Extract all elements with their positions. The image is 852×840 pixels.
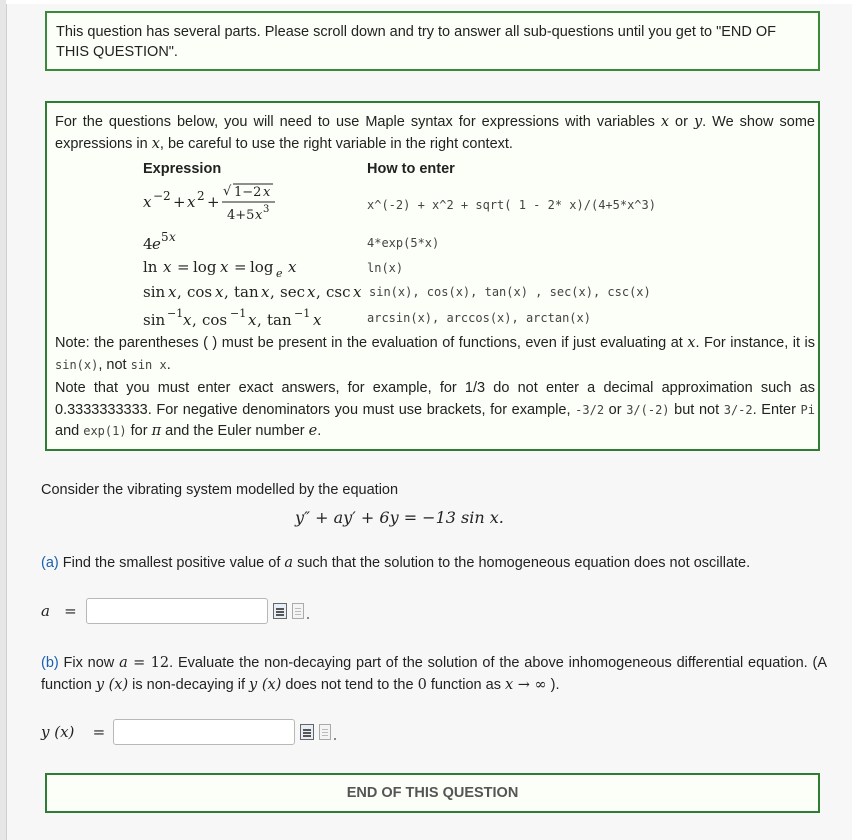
svg-text:3: 3 (263, 204, 270, 215)
part-b-text-5: function as (426, 676, 505, 693)
svg-text:sec: sec (280, 283, 305, 301)
svg-text:cos: cos (202, 311, 228, 329)
how-logarithm: ln(x) (367, 261, 404, 275)
question-equation: y″ + ay′ + 6y = −13 sin x. (295, 508, 504, 527)
syntax-intro (55, 112, 815, 155)
svg-text:2: 2 (197, 189, 205, 203)
how-rational: x^(-2) + x^2 + sqrt( 1 - 2* x)/(4+5*x^3) (367, 198, 656, 212)
code-sin-space-x: sin x (130, 357, 167, 372)
part-a-help-icon[interactable] (292, 603, 304, 619)
part-b-label: (b) (41, 655, 59, 671)
var-x: x (151, 135, 160, 152)
svg-text:x: x (288, 258, 297, 276)
note2-text: Note that you must enter exact answers, for example, for 1/3 do not enter a decimal approximation such as 0.3333333333. For negative denominators you must use brackets, for example, (55, 380, 815, 418)
svg-text:x: x (183, 311, 192, 329)
part-a-dot (307, 617, 309, 619)
expr-rational-math (143, 179, 313, 229)
svg-text:=: = (234, 258, 247, 276)
fn-y-of-x: y (x) (249, 676, 282, 693)
svg-text:−1: −1 (167, 307, 184, 320)
svg-text:x: x (215, 283, 224, 301)
part-b-dot (334, 738, 336, 740)
svg-text:e: e (276, 267, 283, 279)
svg-text:x: x (313, 311, 322, 329)
expr-logarithm-math (143, 255, 333, 279)
end-of-question-text: END OF THIS QUESTION (346, 785, 519, 801)
var-x: x (687, 335, 696, 351)
how-inverse-trig: arcsin(x), arccos(x), arctan(x) (367, 311, 591, 325)
expr-inverse-trig-math (143, 304, 363, 332)
fn-y-of-x: y (x) (95, 676, 129, 693)
expr-exponential-math (143, 231, 203, 255)
header-how-to-enter: How to enter (367, 161, 455, 177)
syntax-intro-or: or (669, 114, 694, 130)
part-b-preview-icon[interactable] (300, 724, 314, 740)
part-a-prompt (41, 555, 750, 571)
svg-text:csc: csc (326, 283, 351, 301)
code-bad-fraction: 3/-2 (723, 402, 753, 417)
var-a: a (119, 655, 128, 671)
part-a-answer-input[interactable] (86, 598, 268, 624)
answer-a-equals: = (64, 602, 77, 620)
note2-and: and (55, 423, 84, 439)
svg-text:sin: sin (143, 311, 166, 329)
svg-text:−1: −1 (294, 307, 311, 320)
part-b-text-3: is non-decaying if (128, 676, 250, 693)
symbol-pi: π (151, 423, 162, 439)
syntax-intro-text-3: , be careful to use the right variable in the right context. (159, 135, 513, 152)
question-intro: Consider the vibrating system modelled by the equation (41, 482, 399, 498)
svg-text:=: = (177, 258, 190, 276)
svg-text:5: 5 (161, 231, 169, 244)
end-of-question-box (45, 773, 820, 813)
part-b-answer-label (41, 723, 105, 741)
note2-for: for (126, 423, 152, 439)
part-b-text-2: . Evaluate the non-decaying part of the solution of the above inhomogeneous differential equation. (A function (41, 655, 827, 693)
svg-text:+: + (207, 193, 220, 211)
svg-text:1−2: 1−2 (234, 185, 262, 200)
note1-text: Note: the parentheses ( ) must be present in the evaluation of functions, even if just evaluating at (55, 335, 688, 351)
part-a-label: (a) (41, 555, 59, 571)
note2-period: . (317, 423, 322, 439)
note-parentheses (55, 333, 815, 376)
svg-text:x: x (307, 283, 316, 301)
var-a: a (284, 555, 294, 571)
symbol-zero: 0 (417, 676, 427, 693)
symbol-e: e (308, 423, 318, 439)
note1-text-3: , not (98, 356, 131, 373)
svg-text:x: x (353, 283, 362, 301)
svg-text:x: x (263, 185, 271, 200)
answer-b-var: y (x) (41, 723, 75, 741)
expr-trig-math (143, 280, 373, 304)
header-expression: Expression (143, 161, 222, 177)
svg-text:,: , (224, 283, 229, 301)
part-a-text: Find the smallest positive value of (58, 555, 285, 571)
svg-text:,: , (270, 283, 275, 301)
note2-enter: . Enter (752, 401, 801, 418)
svg-text:√: √ (223, 184, 232, 199)
page-top-edge (6, 0, 852, 4)
part-a-preview-icon[interactable] (273, 603, 287, 619)
svg-text:tan: tan (267, 311, 292, 329)
code-bracket-fraction: 3/(-2) (626, 402, 670, 417)
part-b-text-6: ). (546, 676, 560, 693)
code-pi: Pi (800, 402, 815, 417)
note2-but-not: but not (669, 401, 724, 418)
part-b-text-4: does not tend to the (281, 676, 418, 693)
svg-text:x: x (248, 311, 257, 329)
answer-b-equals: = (92, 723, 106, 741)
svg-text:x: x (187, 193, 196, 211)
syntax-intro-text-2: . We show some expressions in (55, 114, 815, 152)
part-a-text-2: such that the solution to the homogeneous equation does not oscillate. (293, 555, 751, 571)
svg-text:+: + (173, 193, 186, 211)
part-b-prompt (41, 653, 827, 696)
svg-text:x: x (255, 208, 263, 223)
svg-text:−1: −1 (230, 307, 247, 320)
syntax-intro-text: For the questions below, you will need to use Maple syntax for expressions with variables (55, 114, 661, 130)
how-trig: sin(x), cos(x), tan(x) , sec(x), csc(x) (369, 285, 651, 299)
limit-expression: x → ∞ (505, 676, 547, 693)
code-neg-fraction: -3/2 (575, 402, 605, 417)
svg-text:x: x (261, 283, 270, 301)
part-b-answer-input[interactable] (113, 719, 295, 745)
intro-notice-text: This question has several parts. Please scroll down and try to answer all sub-questions until you get to "END OF THIS QUESTION". (56, 24, 777, 60)
svg-text:x: x (143, 193, 152, 211)
part-b-help-icon[interactable] (319, 724, 331, 740)
svg-text:tan: tan (234, 283, 259, 301)
svg-text:4+5: 4+5 (227, 208, 255, 223)
svg-text:e: e (152, 235, 161, 253)
page-left-border (0, 0, 7, 840)
svg-text:,: , (316, 283, 321, 301)
how-exponential: 4*exp(5*x) (367, 236, 440, 250)
expr-rational (143, 179, 313, 235)
svg-text:ln: ln (143, 258, 158, 276)
note2-or: or (604, 401, 627, 418)
part-b-eq: = (127, 655, 151, 671)
note-exact-answers (55, 378, 815, 443)
note1-text-2: . For instance, it is (695, 335, 815, 351)
note1-period: . (166, 356, 171, 373)
svg-text:cos: cos (187, 283, 213, 301)
svg-text:4: 4 (143, 235, 153, 253)
svg-text:,: , (257, 311, 262, 329)
answer-a-var: a (41, 602, 50, 620)
intro-notice-box (45, 11, 820, 71)
code-exp1: exp(1) (83, 424, 127, 438)
var-x: x (660, 114, 670, 130)
svg-text:log: log (250, 258, 274, 276)
svg-text:−2: −2 (153, 189, 171, 203)
part-b-text: Fix now (58, 655, 120, 671)
svg-text:x: x (220, 258, 229, 276)
note2-euler: and the Euler number (161, 423, 309, 439)
svg-text:,: , (177, 283, 182, 301)
part-b-value: 12 (150, 655, 170, 671)
svg-text:sin: sin (143, 283, 166, 301)
maple-syntax-help-box (45, 101, 820, 451)
svg-text:x: x (163, 258, 172, 276)
svg-text:x: x (168, 283, 177, 301)
svg-text:,: , (192, 311, 197, 329)
part-a-answer-label (41, 602, 77, 620)
svg-text:log: log (193, 258, 217, 276)
svg-text:x: x (169, 231, 176, 244)
code-sin-x: sin(x) (55, 357, 99, 372)
var-y: y (693, 114, 703, 130)
